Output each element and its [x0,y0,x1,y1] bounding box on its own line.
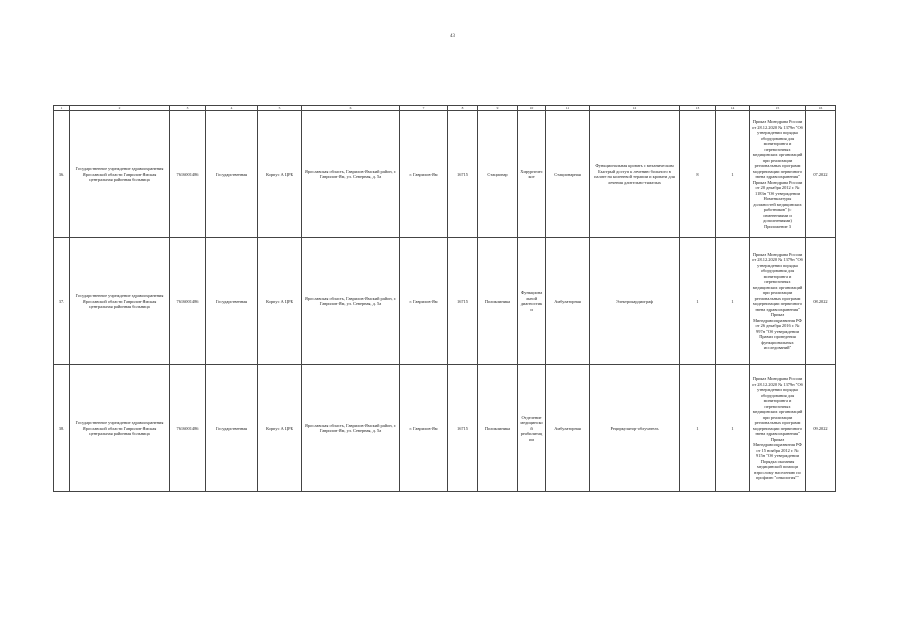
legal-basis: Приказ Минздрава России от 28.12.2020 № 1379н "Об утверждении порядка оборудования для мониторинга и перевозочных медицинских организаций при реализации региональных программ модернизации первичного звена здравоохранения" Приказ Минздравсоцразвития РФ от 26 декабря 2016 г. № 997н "Об утверждении Правил проведения функциональных исследований" [750,238,806,365]
city: г. Гаврилов-Ям [400,111,448,238]
building: Корпус А ЦРБ [258,365,302,492]
subdivision: Функциональной диагностики [518,238,546,365]
date: 09.2022 [806,365,836,492]
column-number: 13 [680,106,716,111]
legal-basis: Приказ Минздрава России от 28.12.2020 № 1379н "Об утверждении порядка оборудования для мониторинга и перевозочных медицинских организаций при реализации региональных программ модернизации первичного звена здравоохранения" Приказ Минздравсоцразвития РФ от 15 ноября 2012 г. № 915н "Об утверждении Порядка оказания медицинской помощи взрослому населению по профилю "онкология"" [750,365,806,492]
column-number: 10 [518,106,546,111]
city: г. Гаврилов-Ям [400,365,448,492]
quantity-fact: 1 [716,365,750,492]
address: Ярославская область, Гаврилов-Ямский район, г. Гаврилов-Ям, ул. Северная, д. 5а [302,111,400,238]
column-number: 7 [400,106,448,111]
facility-type: Поликлиника [478,365,518,492]
ownership: Государственная [206,365,258,492]
legal-basis: Приказ Минздрава России от 28.12.2020 № 1379н "Об утверждении порядка оборудования для мониторинга и перевозочных медицинских организаций при реализации региональных программ модернизации первичного звена здравоохранения" Приказ Минздрава России от 20 декабря 2012 г. № 1183н "Об утверждении Номенклатуры должностей медицинских работников" (с изменениями и дополнениями) Приложение 3 [750,111,806,238]
quantity-plan: 8 [680,111,716,238]
organization-name: Государственное учреждение здравоохранения Ярославской области Гаврилов-Ямская центральная районная больница [70,238,170,365]
care-type: Амбулаторная [546,365,590,492]
row-number: 36. [54,111,70,238]
building: Корпус А ЦРБ [258,238,302,365]
ownership: Государственная [206,111,258,238]
equipment: Электрокардиограф [590,238,680,365]
column-number: 6 [302,106,400,111]
address: Ярославская область, Гаврилов-Ямский район, г. Гаврилов-Ям, ул. Северная, д. 5а [302,238,400,365]
ownership: Государственная [206,238,258,365]
facility-type: Поликлиника [478,238,518,365]
care-type: Стационарная [546,111,590,238]
building: Корпус А ЦРБ [258,111,302,238]
inn: 7616001486 [170,238,206,365]
equipment: Рециркулятор-облучатель [590,365,680,492]
table-row [54,111,836,238]
column-number: 3 [170,106,206,111]
inn: 7616001486 [170,111,206,238]
subdivision: Отделение медицинской реабилитации [518,365,546,492]
facility-type: Стационар [478,111,518,238]
column-number: 11 [546,106,590,111]
column-number: 14 [716,106,750,111]
column-number: 5 [258,106,302,111]
date: 07.2022 [806,111,836,238]
column-number: 9 [478,106,518,111]
care-type: Амбулаторная [546,238,590,365]
postal-index: 16715 [448,238,478,365]
table-row [54,365,836,492]
column-number: 8 [448,106,478,111]
date: 08.2022 [806,238,836,365]
equipment: Функциональная кровать с механическим Быстрый доступ к лечению больного в палате на коленевой терапии и кровати для лечения длительно-тяжелых [590,111,680,238]
quantity-fact: 1 [716,111,750,238]
quantity-plan: 1 [680,238,716,365]
quantity-plan: 1 [680,365,716,492]
row-number: 37. [54,238,70,365]
column-number: 12 [590,106,680,111]
quantity-fact: 1 [716,238,750,365]
column-number: 2 [70,106,170,111]
organization-name: Государственное учреждение здравоохранения Ярославской области Гаврилов-Ямская центральная районная больница [70,111,170,238]
inn: 7616001486 [170,365,206,492]
column-number: 15 [750,106,806,111]
address: Ярославская область, Гаврилов-Ямский район, г. Гаврилов-Ям, ул. Северная, д. 5а [302,365,400,492]
organization-name: Государственное учреждение здравоохранения Ярославской области Гаврилов-Ямская центральная районная больница [70,365,170,492]
column-number: 4 [206,106,258,111]
equipment-table [53,105,836,492]
column-number: 1 [54,106,70,111]
column-number: 16 [806,106,836,111]
city: г. Гаврилов-Ям [400,238,448,365]
postal-index: 16715 [448,365,478,492]
page-number: 43 [450,34,455,39]
row-number: 38. [54,365,70,492]
subdivision: Хирургическое [518,111,546,238]
postal-index: 16715 [448,111,478,238]
table-row [54,238,836,365]
